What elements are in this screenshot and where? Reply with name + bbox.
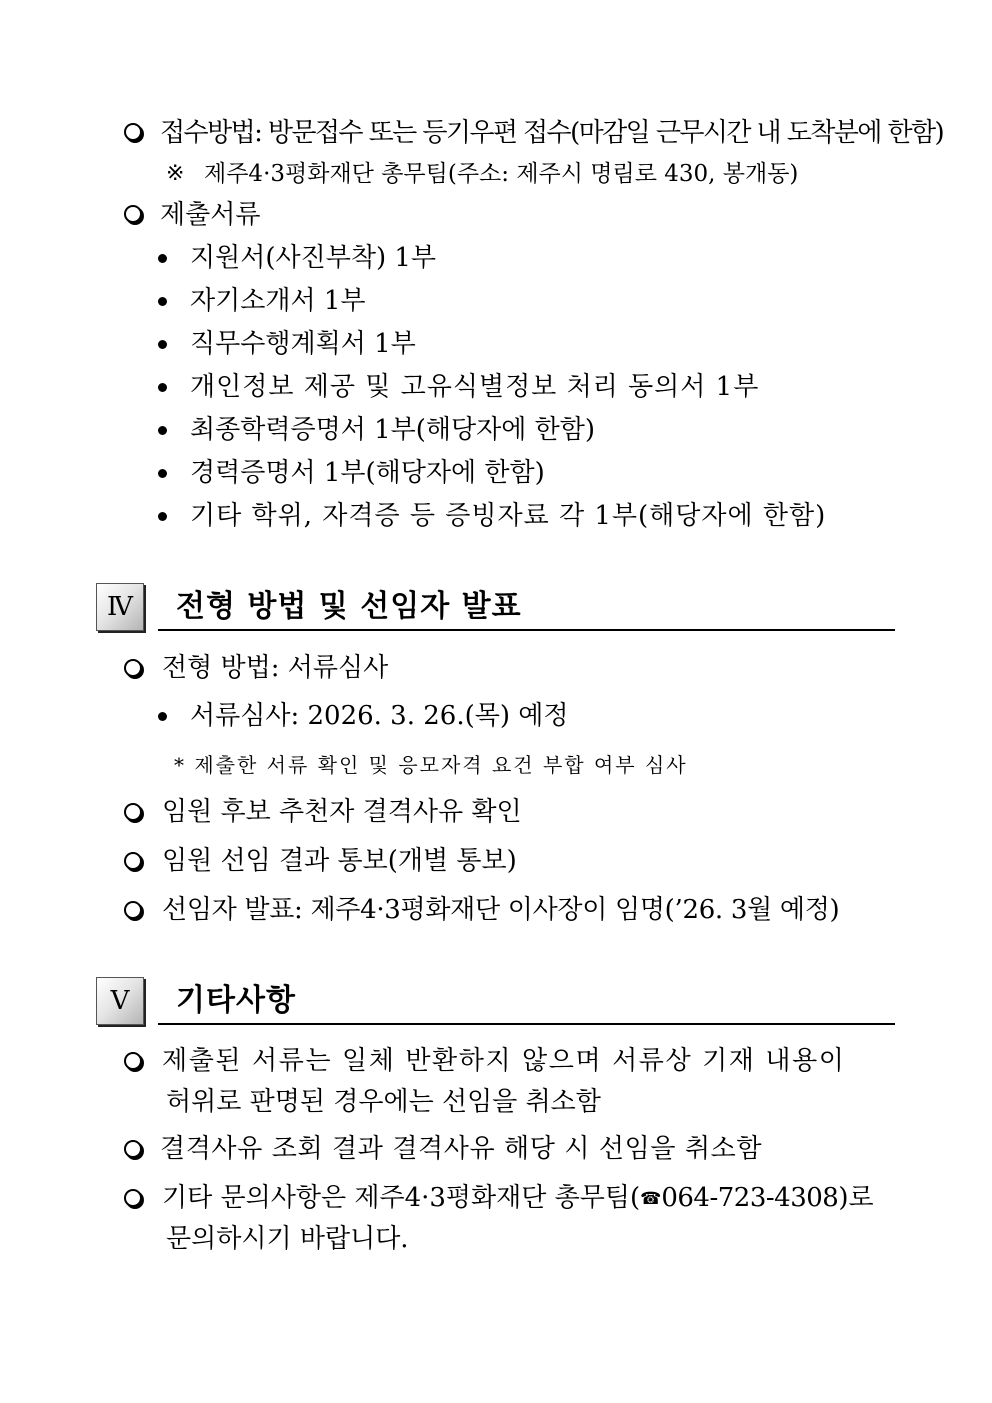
section-divider [158, 629, 895, 631]
circle-bullet-icon [124, 1140, 142, 1158]
notice-item-line: 제출된 서류는 일체 반환하지 않으며 서류상 기재 내용이 [162, 1046, 846, 1076]
section-divider [158, 1023, 895, 1025]
section-title: 전형 방법 및 선임자 발표 [176, 589, 522, 624]
dot-bullet-icon [158, 426, 167, 435]
contact-text-end: )로 [838, 1183, 874, 1213]
notice-item-line: 허위로 판명된 경우에는 선임을 취소함 [166, 1087, 601, 1117]
document-item: 지원서(사진부착) 1부 [190, 243, 437, 273]
document-item: 개인정보 제공 및 고유식별정보 처리 동의서 1부 [190, 372, 760, 402]
contact-line [162, 1181, 874, 1216]
documents-title: 제출서류 [160, 200, 261, 230]
notice-item: 결격사유 조회 결과 결격사유 해당 시 선임을 취소함 [160, 1134, 763, 1164]
circle-bullet-icon [124, 803, 142, 821]
circle-bullet-icon [124, 205, 142, 223]
section4-item: 임원 후보 추천자 결격사유 확인 [162, 797, 522, 827]
reference-mark: ※ [166, 161, 185, 186]
dot-bullet-icon [158, 383, 167, 392]
application-method: 접수방법: 방문접수 또는 등기우편 접수(마감일 근무시간 내 도착분에 한함) [160, 118, 944, 148]
phone-number: 064-723-4308 [661, 1183, 839, 1213]
section4-item: 임원 선임 결과 통보(개별 통보) [162, 846, 517, 876]
circle-bullet-icon [124, 659, 142, 677]
section4-item: 선임자 발표: 제주4·3평화재단 이사장이 임명(’26. 3월 예정) [162, 895, 840, 925]
document-item: 경력증명서 1부(해당자에 한함) [190, 458, 545, 488]
document-item: 자기소개서 1부 [190, 286, 366, 316]
circle-bullet-icon [124, 852, 142, 870]
contact-line-2: 문의하시기 바랍니다. [166, 1224, 409, 1254]
dot-bullet-icon [158, 512, 167, 521]
review-note: * 제출한 서류 확인 및 응모자격 요건 부합 여부 심사 [174, 753, 688, 777]
document-item: 기타 학위, 자격증 등 증빙자료 각 1부(해당자에 한함) [190, 501, 827, 531]
dot-bullet-icon [158, 712, 167, 721]
document-item: 직무수행계획서 1부 [190, 329, 416, 359]
circle-bullet-icon [124, 1189, 142, 1207]
dot-bullet-icon [158, 254, 167, 263]
circle-bullet-icon [124, 1052, 142, 1070]
office-address-note: 제주4·3평화재단 총무팀(주소: 제주시 명림로 430, 봉개동) [204, 161, 799, 187]
circle-bullet-icon [124, 901, 142, 919]
selection-method: 전형 방법: 서류심사 [162, 653, 389, 683]
dot-bullet-icon [158, 297, 167, 306]
circle-bullet-icon [124, 123, 142, 141]
document-item: 최종학력증명서 1부(해당자에 한함) [190, 415, 595, 445]
section-number-box: Ⅴ [96, 977, 144, 1025]
section-number-box: Ⅳ [96, 583, 144, 631]
dot-bullet-icon [158, 340, 167, 349]
section-title: 기타사항 [176, 983, 296, 1018]
contact-text: 기타 문의사항은 제주4·3평화재단 총무팀( [162, 1183, 641, 1213]
phone-icon: ☎ [640, 1189, 662, 1209]
document-review-date: 서류심사: 2026. 3. 26.(목) 예정 [190, 701, 569, 731]
dot-bullet-icon [158, 469, 167, 478]
